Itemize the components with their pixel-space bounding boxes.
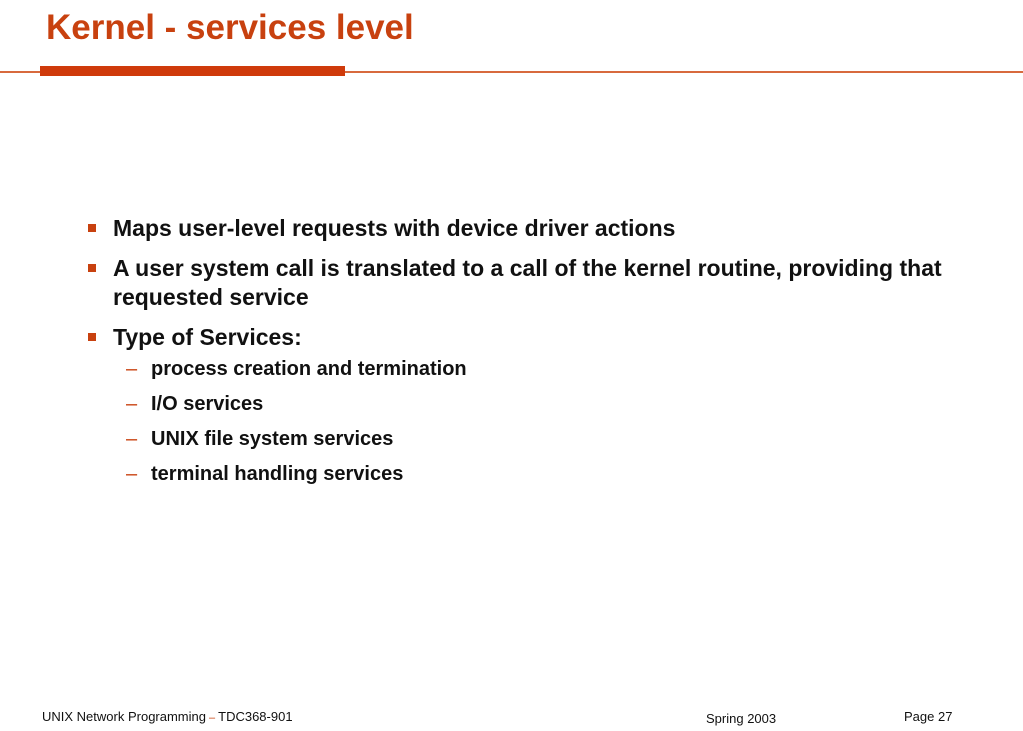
footer-course-name: UNIX Network Programming bbox=[42, 709, 206, 724]
sub-bullet-text: I/O services bbox=[151, 393, 264, 415]
bullet-list bbox=[86, 214, 966, 497]
footer-course-code: TDC368-901 bbox=[218, 709, 293, 724]
dash-bullet-icon: – bbox=[126, 393, 138, 415]
square-bullet-icon bbox=[88, 224, 96, 232]
bullet-item bbox=[86, 214, 966, 243]
footer-separator: – bbox=[209, 712, 216, 724]
sub-bullet-item bbox=[113, 357, 966, 381]
dash-bullet-icon: – bbox=[126, 428, 138, 450]
slide-title: Kernel - services level bbox=[46, 8, 414, 47]
footer-term: Spring 2003 bbox=[706, 711, 777, 726]
sub-bullet-item bbox=[113, 392, 966, 416]
sub-bullet-list bbox=[113, 357, 966, 486]
square-bullet-icon bbox=[88, 264, 96, 272]
dash-bullet-icon: – bbox=[126, 358, 138, 380]
bullet-text: Maps user-level requests with device driver actions bbox=[113, 215, 676, 241]
footer-course bbox=[42, 709, 293, 724]
title-accent-bar bbox=[40, 66, 345, 76]
sub-bullet-item bbox=[113, 462, 966, 486]
dash-bullet-icon: – bbox=[126, 463, 138, 485]
bullet-text: A user system call is translated to a call of the kernel routine, providing that requested service bbox=[113, 255, 942, 310]
square-bullet-icon bbox=[88, 333, 96, 341]
sub-bullet-text: terminal handling services bbox=[151, 463, 404, 485]
bullet-item bbox=[86, 323, 966, 486]
bullet-item bbox=[86, 254, 966, 312]
footer-page-number: Page 27 bbox=[904, 709, 953, 724]
sub-bullet-text: process creation and termination bbox=[151, 358, 467, 380]
sub-bullet-text: UNIX file system services bbox=[151, 428, 394, 450]
bullet-text: Type of Services: bbox=[113, 324, 302, 350]
sub-bullet-item bbox=[113, 427, 966, 451]
